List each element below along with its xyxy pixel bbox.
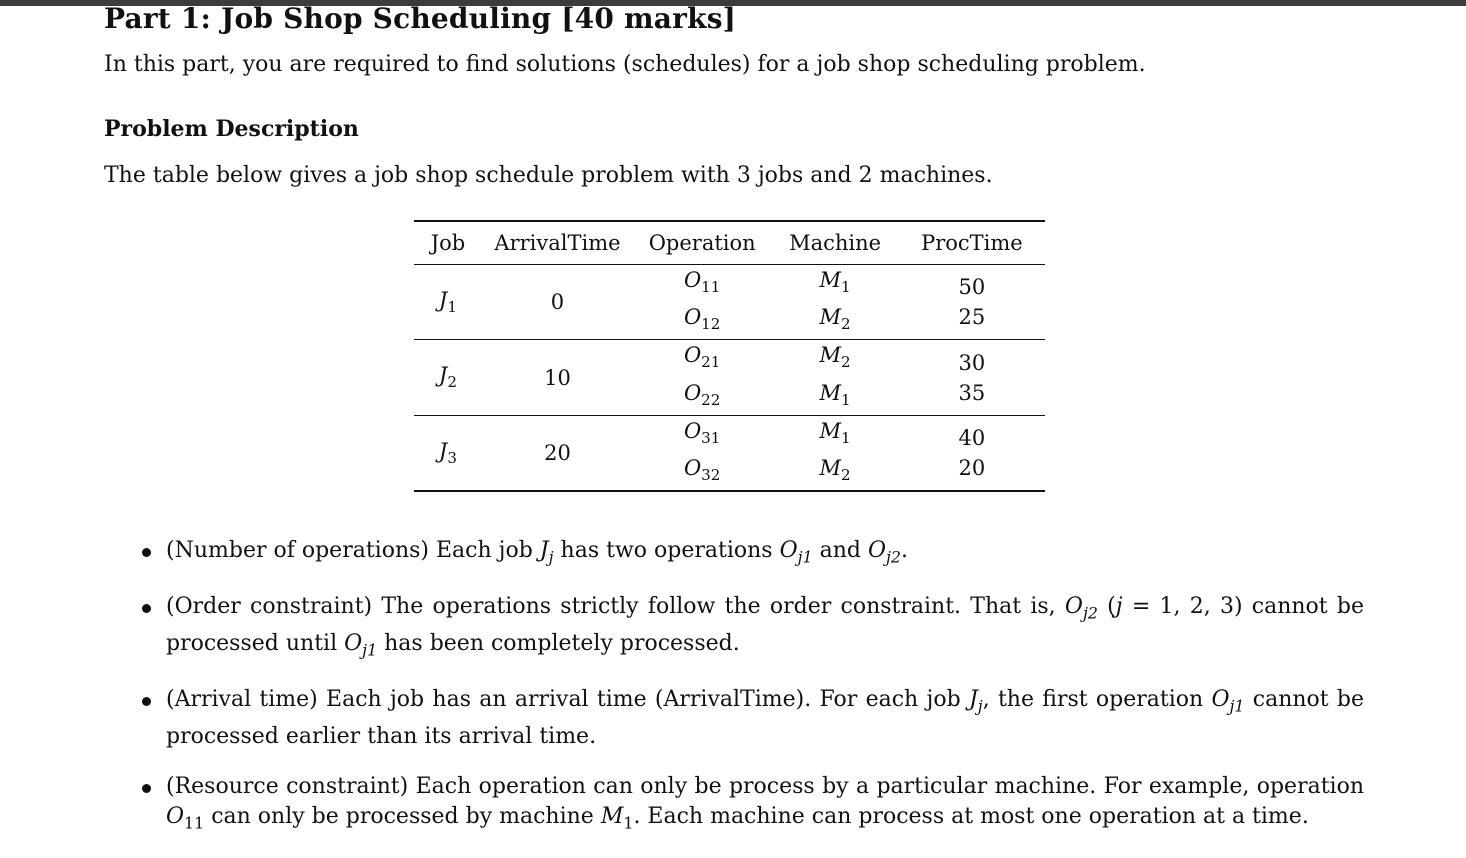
bullet-resource-constraint: (Resource constraint) Each operation can only be process by a particular machine. For example, operation $O_{11}$ can only be processed by machine $M_1$. Each machine can process at most one operation at a time. (136, 772, 1364, 838)
bullet-dot (142, 548, 151, 557)
bullet-dot (142, 604, 151, 613)
part-heading: Part 1: Job Shop Scheduling [40 marks] (104, 2, 737, 35)
bullet-dot (142, 784, 151, 793)
header-proc-time: ProcTime (899, 221, 1045, 265)
proc-time-cell: 50 25 (899, 265, 1045, 340)
header-job: Job (414, 221, 482, 265)
job-cell: $J_1$ (414, 265, 482, 340)
machine-cell: $M_2$ $M_1$ (771, 340, 899, 415)
job-cell: $J_2$ (414, 340, 482, 415)
header-operation: Operation (633, 221, 771, 265)
header-arrival-time: ArrivalTime (482, 221, 633, 265)
job-cell: $J_3$ (438, 438, 457, 468)
bullet-arrival-time: (Arrival time) Each job has an arrival time (ArrivalTime). For each job $J_j$, the first operation $O_{j1}$ cannot be processed earlier than its arrival time. (136, 685, 1364, 751)
operation-cell: $O_{11}$ $O_{12}$ (633, 265, 771, 340)
arrival-cell: 20 (544, 440, 571, 465)
proc-time-cell: 30 35 (899, 340, 1045, 415)
proc-time-cell: 40 20 (958, 425, 986, 480)
table-row (414, 265, 1045, 340)
machine-cell: $M_1$ $M_2$ (819, 418, 851, 485)
intro-paragraph: In this part, you are required to find solutions (schedules) for a job shop scheduling problem. (104, 52, 1146, 77)
table-row (414, 415, 1045, 491)
header-machine: Machine (771, 221, 899, 265)
table-row (414, 340, 1045, 415)
machine-cell: $M_1$ $M_2$ (771, 265, 899, 340)
section-title: Problem Description (104, 116, 359, 142)
job-table (414, 220, 1045, 492)
bullet-dot (142, 697, 151, 706)
arrival-cell: 0 (482, 265, 633, 340)
arrival-cell: 10 (482, 340, 633, 415)
operation-cell: $O_{21}$ $O_{22}$ (633, 340, 771, 415)
bullet-number-of-operations: (Number of operations) Each job $J_j$ has two operations $O_{j1}$ and $O_{j2}$. (136, 536, 1364, 572)
bullet-order-constraint: (Order constraint) The operations strictly follow the order constraint. That is, $O_{j2}$ (j = 1, 2, 3) cannot be processed until $O_{j1}$ has been completely processed. (136, 592, 1364, 665)
constraint-list (136, 536, 1364, 858)
table-description: The table below gives a job shop schedule problem with 3 jobs and 2 machines. (104, 163, 993, 188)
table-header-row (414, 221, 1045, 265)
operation-cell: $O_{31}$ $O_{32}$ (683, 418, 721, 485)
